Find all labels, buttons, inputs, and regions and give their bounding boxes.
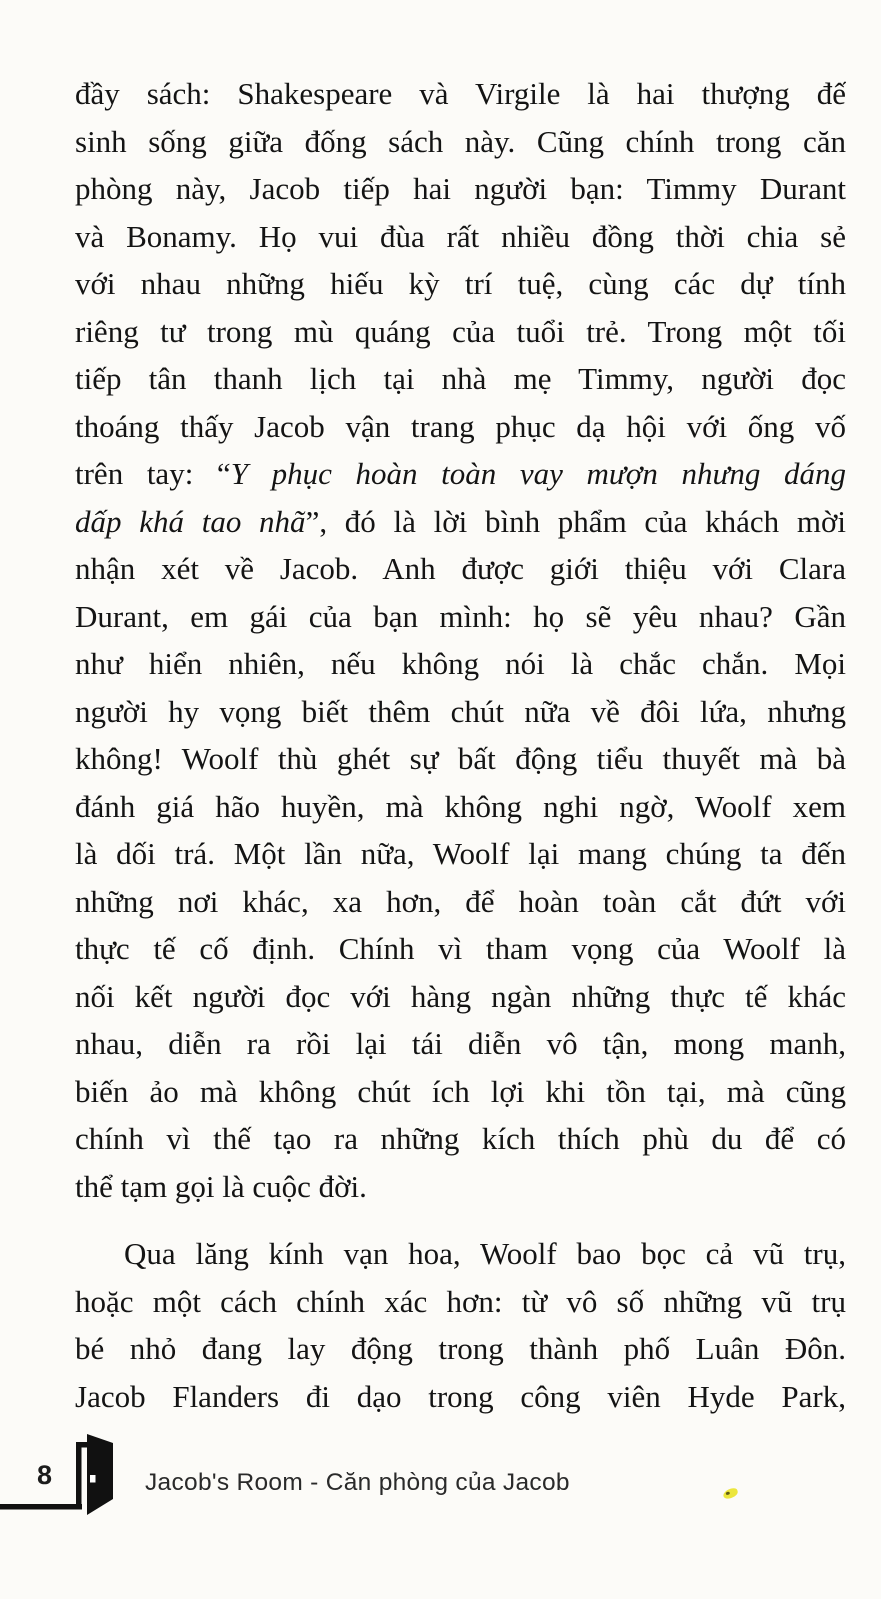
text-segment: chính vì thế tạo ra những kích thích phù du để có [75,1121,846,1156]
text-line [75,545,846,593]
text-line [75,878,846,926]
text-segment: riêng tư trong mù quáng của tuổi trẻ. Trong một tối [75,313,846,349]
text-line [75,640,846,688]
text-segment: thoáng thấy Jacob vận trang phục dạ hội với ống vố [75,408,846,444]
body-text [75,70,846,1420]
text-segment: hoặc một cách chính xác hơn: từ vô số những vũ trụ [75,1283,846,1319]
text-segment: đánh giá hão huyền, mà không nghi ngờ, Woolf xem [75,788,846,824]
text-segment: không! Woolf thù ghét sự bất động tiểu thuyết mà bà [75,741,846,776]
door-frame-vertical-line [76,1442,82,1509]
text-line [75,1115,846,1163]
text-segment: phòng này, Jacob tiếp hai người bạn: Timmy Durant [75,171,846,206]
text-line [75,165,846,213]
text-line [75,735,846,783]
text-line [75,593,846,641]
door-handle [90,1475,96,1483]
text-segment: biến ảo mà không chút ích lợi khi tồn tại, mà cũng [75,1073,846,1109]
door-frame-bottom-line [0,1504,82,1510]
text-line [75,1325,846,1373]
text-segment: tiếp tân thanh lịch tại nhà mẹ Timmy, người đọc [75,361,846,396]
text-segment: bé nhỏ đang lay động trong thành phố Luân Đôn. [75,1331,846,1366]
text-line [75,1230,846,1278]
text-line [75,1163,846,1211]
scan-artifact-core [725,1491,730,1495]
page-number: 8 [37,1460,53,1490]
text-segment: trên tay: “ [75,456,231,491]
open-door-icon [0,1425,125,1520]
text-segment: như hiển nhiên, nếu không nói là chắc chắn. Mọi [75,646,846,681]
text-segment: Qua lăng kính vạn hoa, Woolf bao bọc cả vũ trụ, [124,1236,846,1271]
text-line [75,1373,846,1421]
text-segment: đầy sách: Shakespeare và Virgile là hai thượng đế [75,76,846,111]
text-line [75,403,846,451]
text-segment: sinh sống giữa đống sách này. Cũng chính trong căn [75,123,846,159]
text-segment: và Bonamy. Họ vui đùa rất nhiều đồng thời chia sẻ [75,218,846,254]
text-segment: nối kết người đọc với hàng ngàn những thực tế khác [75,978,846,1014]
text-segment: nhận xét về Jacob. Anh được giới thiệu với Clara [75,551,846,586]
text-line [75,213,846,261]
text-line [75,1068,846,1116]
text-line [75,70,846,118]
text-line [75,1020,846,1068]
text-line [75,498,846,546]
paragraph [75,70,846,1210]
footer-book-title: Jacob's Room - Căn phòng của Jacob [145,1469,570,1496]
text-line [75,830,846,878]
text-segment: nhau, diễn ra rồi lại tái diễn vô tận, mong manh, [75,1026,846,1061]
text-line [75,450,846,498]
text-segment: thực tế cố định. Chính vì tham vọng của Woolf là [75,931,846,966]
text-line [75,118,846,166]
text-line [75,308,846,356]
text-segment: với nhau những hiếu kỳ trí tuệ, cùng các dự tính [75,266,846,301]
text-line [75,260,846,308]
scan-artifact-speck [722,1487,739,1500]
door-panel [87,1434,113,1515]
text-segment: là dối trá. Một lần nữa, Woolf lại mang chúng ta đến [75,836,846,871]
text-line [75,973,846,1021]
text-segment: Durant, em gái của bạn mình: họ sẽ yêu nhau? Gần [75,598,846,634]
italic-text-segment: Y phục hoàn toàn vay mượn nhưng dáng [230,456,846,491]
text-segment: người hy vọng biết thêm chút nữa về đôi lứa, nhưng [75,693,846,729]
text-line [75,1278,846,1326]
text-line [75,925,846,973]
text-segment: ”, đó là lời bình phẩm của khách mời [305,503,846,539]
text-line [75,783,846,831]
text-segment: những nơi khác, xa hơn, để hoàn toàn cắt đứt với [75,883,846,919]
text-segment: Jacob Flanders đi dạo trong công viên Hyde Park, [75,1378,846,1414]
italic-text-segment: dấp khá tao nhã [75,503,306,539]
paragraph [75,1230,846,1420]
text-segment: thể tạm gọi là cuộc đời. [75,1168,367,1204]
text-line [75,688,846,736]
text-line [75,355,846,403]
